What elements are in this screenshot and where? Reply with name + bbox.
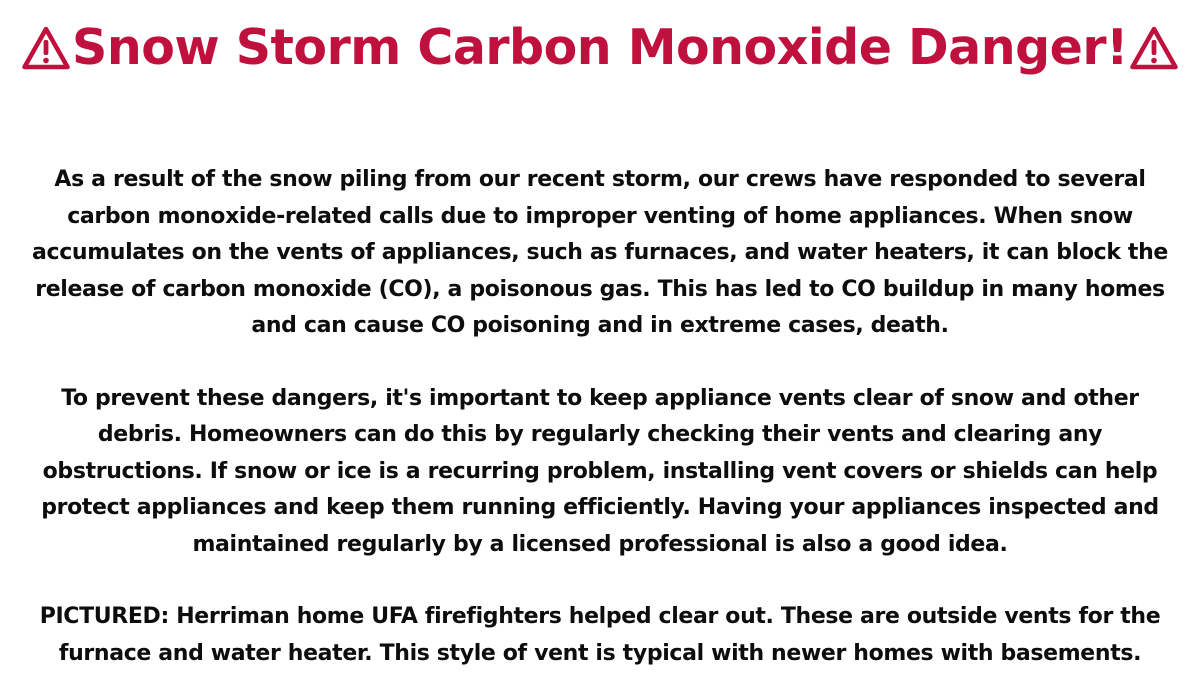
- paragraph-snow-piling: [10, 162, 1190, 345]
- paragraph-prevention: [10, 381, 1190, 564]
- text-line: protect appliances and keep them running efficiently. Having your appliances inspected and: [41, 495, 1159, 520]
- article-body: [10, 162, 1190, 672]
- page-title: [10, 14, 1190, 88]
- text-line: To prevent these dangers, it's important to keep appliance vents clear of snow and other: [61, 385, 1139, 411]
- page-title-text: Snow Storm Carbon Monoxide Danger!: [72, 19, 1128, 76]
- text-line: and can cause CO poisoning and in extreme cases, death.: [251, 313, 949, 338]
- text-line: obstructions. If snow or ice is a recurring problem, installing vent covers or shields can help: [42, 458, 1158, 484]
- text-line: As a result of the snow piling from our recent storm, our crews have responded to several: [54, 167, 1146, 192]
- paragraph-pictured: [10, 599, 1190, 672]
- text-line: PICTURED: Herriman home UFA firefighters helped clear out. These are outside vents for the: [39, 604, 1161, 629]
- text-line: debris. Homeowners can do this by regularly checking their vents and clearing any: [97, 422, 1103, 447]
- paragraph-gap: [10, 563, 1190, 599]
- paragraph-gap: [10, 345, 1190, 381]
- warning-triangle-icon: [22, 20, 70, 88]
- text-line: release of carbon monoxide (CO), a poisonous gas. This has led to CO buildup in many homes: [35, 276, 1165, 302]
- text-line: furnace and water heater. This style of vent is typical with newer homes with basements.: [58, 640, 1142, 666]
- text-line: carbon monoxide-related calls due to improper venting of home appliances. When snow: [67, 203, 1133, 229]
- text-line: maintained regularly by a licensed professional is also a good idea.: [192, 531, 1008, 557]
- text-line: accumulates on the vents of appliances, such as furnaces, and water heaters, it can block the: [32, 240, 1168, 265]
- warning-triangle-icon: [1130, 20, 1178, 88]
